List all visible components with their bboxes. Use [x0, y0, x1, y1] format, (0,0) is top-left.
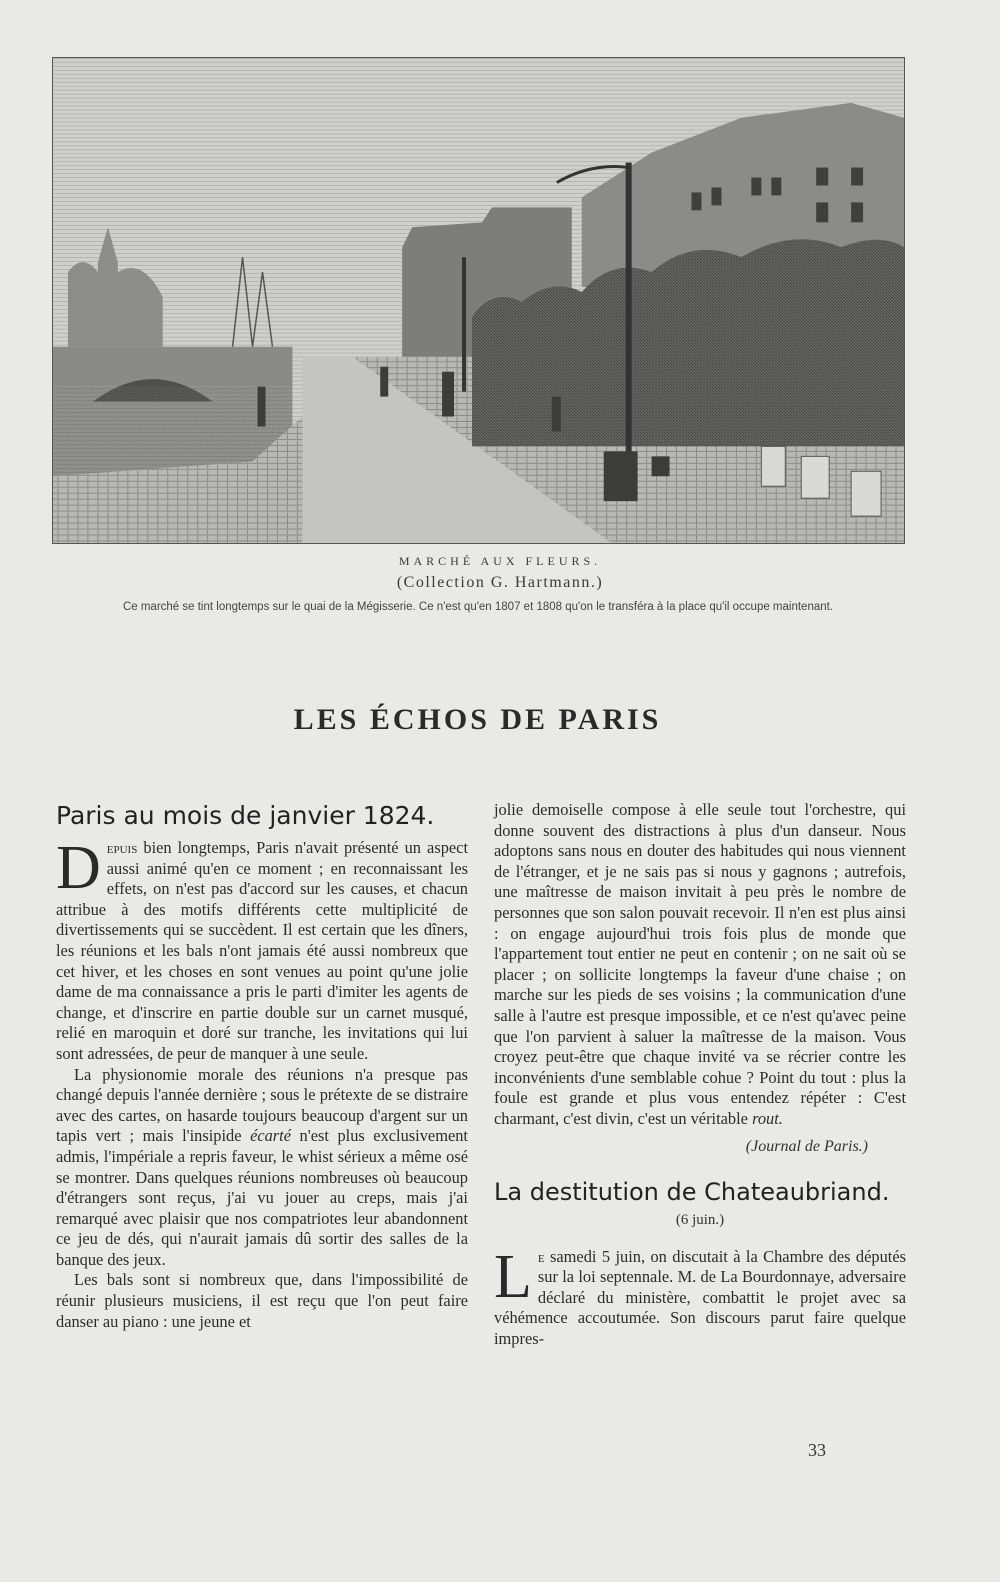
article1-p2-text-b: n'est plus exclusivement admis, l'impériale a repris faveur, le whist sérieux a même osé se montrer. Dans quelques réunions nombreuses où beaucoup d'étrangers sont reçus, j'ai vu jouer au creps, mais j'ai remarqué avec plaisir que nos compatriotes leur abandonnent ce jeu de dés, qui n'aurait jamais dû sortir des salles de la banque des jeux.: [56, 1126, 468, 1269]
article1-p2-emphasis: écarté: [250, 1126, 292, 1146]
dropcap-l: L: [494, 1242, 532, 1311]
article1-paragraph-2: [56, 1065, 468, 1271]
article1-p2-text-a: La physionomie morale des réunions n'a presque pas changé depuis l'année dernière ; sous le prétexte de se distraire avec des cartes, on hasarde toujours beaucoup d'argent sur un tapis vert ; mais l'insipide: [56, 1064, 468, 1146]
illustration-description: Ce marché se tint longtemps sur le quai de la Mégisserie. Ce n'est qu'en 1807 et 1808 qu'on le transféra à la place qu'il occupe maintenant.: [122, 601, 834, 613]
article1-paragraph-4: [494, 800, 906, 1130]
article2-first-word: e: [537, 1246, 545, 1266]
dropcap-d: D: [56, 834, 101, 902]
page-number: 33: [808, 1440, 826, 1460]
illustration-title: MARCHÉ AUX FLEURS.: [398, 554, 602, 568]
article1-title: Paris au mois de janvier 1824.: [56, 801, 435, 830]
engraving-illustration: [52, 57, 905, 544]
illustration-collection: (Collection G. Hartmann.): [396, 574, 604, 591]
article1-source: (Journal de Paris.): [745, 1137, 868, 1155]
right-column: [494, 800, 906, 1349]
section-title: LES ÉCHOS DE PARIS: [293, 703, 662, 736]
article1-p4-emphasis: rout.: [752, 1108, 783, 1128]
left-column: [56, 800, 468, 1332]
article1-paragraph-1: [56, 834, 468, 1065]
article1-paragraph-3: Les bals sont si nombreux que, dans l'impossibilité de réunir plusieurs musiciens, il est reçu que l'on peut faire danser au piano : une jeune et: [56, 1270, 468, 1331]
article2-p1-text: samedi 5 juin, on discutait à la Chambre des députés sur la loi septennale. M. de La Bourdonnaye, adversaire déclaré du ministère, combattit le projet avec sa véhémence accoutumée. Son discours parut faire quelque impres-: [494, 1246, 906, 1348]
article2-date: (6 juin.): [675, 1211, 725, 1228]
article2-paragraph-1: [494, 1242, 906, 1350]
article1-p1-text: bien longtemps, Paris n'avait présenté un aspect aussi animé qu'en ce moment ; en reconnaissant les effets, on n'est pas d'accord sur les causes, et chacun attribue à des motifs différents cette multiplicité de divertissements qui se succèdent. Il est certain que les dîners, les réunions et les bals n'ont jamais été aussi nombreux que cet hiver, et les choses en sont venues au point qu'une jolie dame de ma connaissance a pris le parti d'imiter les agents de change, et d'inscrire en partie double sur un carnet musqué, relié en maroquin et doré sur tranche, les invitations qui lui sont adressées, de peur de manquer à une seule.: [56, 838, 468, 1063]
article2-title: La destitution de Chateaubriand.: [494, 1177, 890, 1206]
article1-first-word: epuis: [106, 838, 138, 857]
article1-p4-text: jolie demoiselle compose à elle seule tout l'orchestre, qui donne souvent des distractions à plus d'un danseur. Nous adoptons sans nous en douter des habitudes qui nous viennent de l'étranger, et je ne sais pas si nous y gagnons ; autrefois, une maîtresse de maison invitait à peu près le nombre de personnes que son salon pouvait recevoir. Il n'en est plus ainsi : on engage aujourd'hui trois fois plus de monde que l'appartement tout entier ne peut en contenir ; on ne sait où se placer ; on sollicite longtemps la faveur d'une chaise ; on marche sur les pieds de ses voisins ; la communication d'une salle à l'autre est presque impossible, et ce n'est qu'avec peine que l'on parvient à saluer la maîtresse de la maison. Vous croyez peut-être que chaque invité va se récrier contre les inconvénients d'une semblable cohue ? Point du tout : plus la foule est grande et plus vous entendez répéter : C'est charmant, c'est divin, c'est un véritable: [494, 800, 906, 1128]
